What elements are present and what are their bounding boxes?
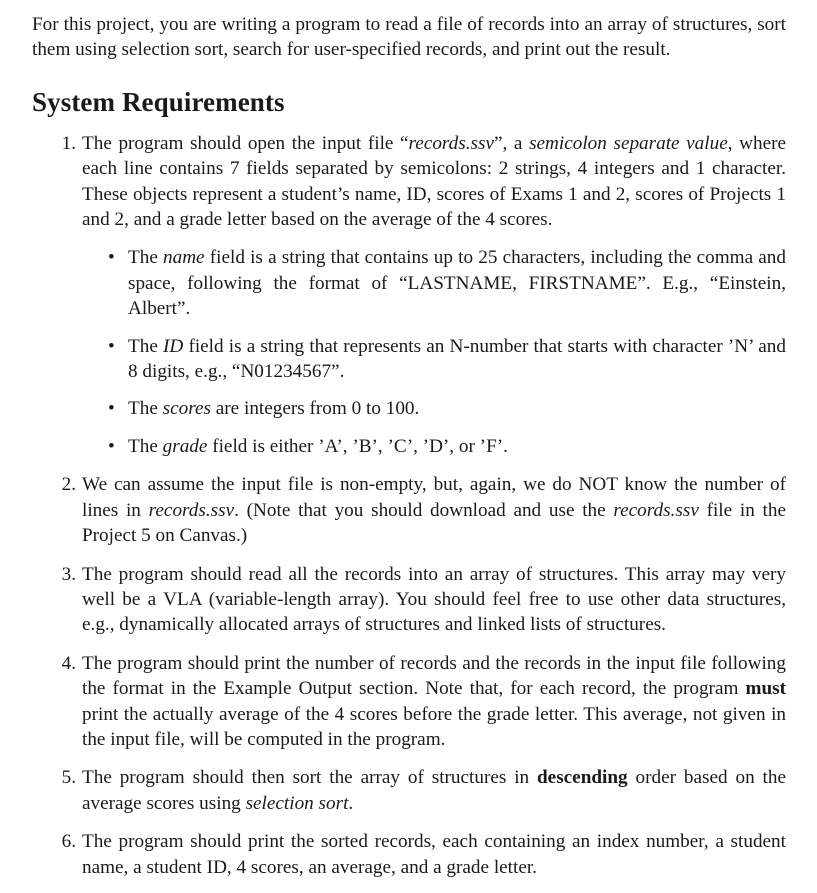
bullet-icon: • [108, 435, 115, 457]
field-text-scores: The scores are integers from 0 to 100. [128, 398, 420, 420]
list-marker-6: 6. [61, 831, 76, 853]
field-item-id [82, 334, 786, 385]
requirement-text-5: The program should then sort the array of structures in descending order based on the average scores using selection sort. [82, 767, 786, 814]
requirement-item-3 [32, 562, 786, 638]
page-title: System Requirements [32, 86, 285, 117]
requirement-text-4: The program should print the number of records and the records in the input file following the format in the Example Output section. Note that, for each record, the program must print the actually average of the 4 scores before the grade letter. This average, not given in the input file, will be computed in the program. [82, 652, 786, 750]
field-text-grade: The grade field is either ’A’, ’B’, ’C’, ’D’, or ’F’. [128, 435, 508, 457]
field-item-grade [82, 434, 786, 459]
intro-paragraph: For this project, you are writing a program to read a file of records into an array of structures, sort them using selection sort, search for user-specified records, and print out the result. [32, 14, 786, 61]
requirement-item-1 [32, 131, 786, 459]
list-marker-1: 1. [61, 132, 76, 154]
list-marker-2: 2. [61, 474, 76, 496]
requirement-item-2 [32, 472, 786, 548]
bullet-icon: • [108, 335, 115, 357]
requirement-item-6 [32, 829, 786, 880]
document-content [32, 12, 786, 893]
field-item-scores [82, 396, 786, 421]
list-marker-4: 4. [61, 652, 76, 674]
requirement-item-4 [32, 651, 786, 753]
requirements-list [32, 131, 786, 880]
bullet-icon: • [108, 247, 115, 269]
requirement-text-1: The program should open the input file “records.ssv”, a semicolon separate value, where each line contains 7 fields separated by semicolons: 2 strings, 4 integers and 1 character. These objects represent a student’s name, ID, scores of Exams 1 and 2, scores of Projects 1 and 2, and a grade letter based on the average of the 4 scores. [82, 132, 786, 231]
field-description-list [82, 245, 786, 459]
field-item-name [82, 245, 786, 321]
field-text-name: The name field is a string that contains up to 25 characters, including the comma and space, following the format of “LASTNAME, FIRSTNAME”. E.g., “Einstein, Albert”. [128, 247, 786, 320]
requirement-item-5 [32, 765, 786, 816]
requirement-text-2: We can assume the input file is non-empty, but, again, we do NOT know the number of lines in records.ssv. (Note that you should download and use the records.ssv file in the Project 5 on Canvas.) [82, 474, 787, 547]
list-marker-5: 5. [61, 767, 76, 789]
requirement-text-6: The program should print the sorted records, each containing an index number, a student name, a student ID, 4 scores, an average, and a grade letter. [82, 831, 786, 878]
list-marker-3: 3. [61, 563, 76, 585]
requirement-text-3: The program should read all the records into an array of structures. This array may very well be a VLA (variable-length array). You should feel free to use other data structures, e.g., dynamically allocated arrays of structures and linked lists of structures. [82, 563, 786, 636]
bullet-icon: • [108, 398, 115, 420]
field-text-id: The ID field is a string that represents an N-number that starts with character ’N’ and 8 digits, e.g., “N01234567”. [128, 335, 786, 383]
